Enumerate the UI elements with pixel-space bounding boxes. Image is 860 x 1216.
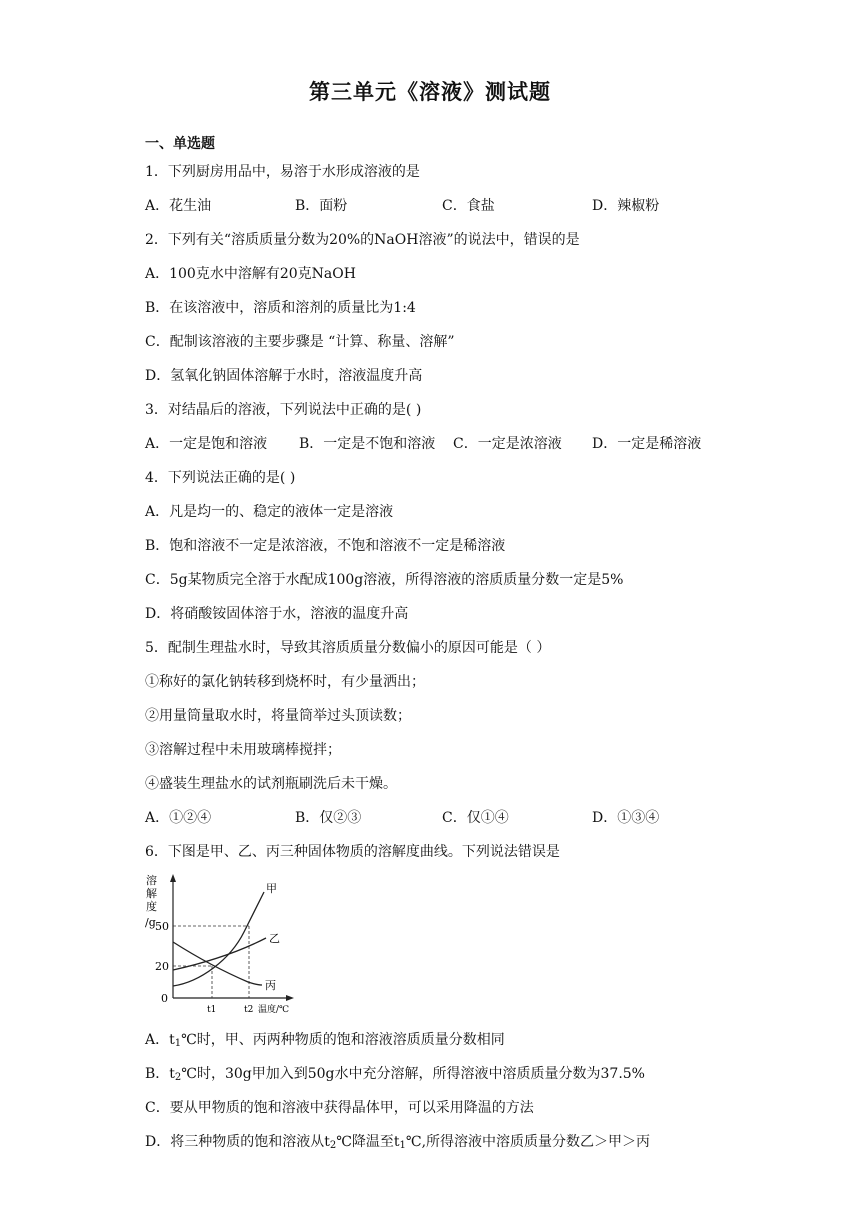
- y-label-1: 溶: [146, 874, 157, 887]
- series-label-yi: 乙: [269, 932, 280, 945]
- q6-option-b: [145, 1064, 645, 1084]
- q5-option-c: C．仅①④: [442, 810, 509, 826]
- q2-option-c: C．配制该溶液的主要步骤是 “计算、称量、溶解”: [145, 334, 455, 350]
- q6-option-d-sub: 2: [329, 1140, 337, 1151]
- y-tick-20: 20: [155, 960, 169, 973]
- q6-option-d-mid: ℃降温至t: [336, 1134, 400, 1150]
- x-axis-label: 温度/℃: [258, 1005, 290, 1015]
- q1-option-a: A．花生油: [145, 198, 212, 214]
- q5-options: [145, 808, 745, 828]
- section-heading: 一、单选题: [145, 136, 215, 152]
- q3-options: [145, 434, 745, 454]
- q5-item-4: ④盛装生理盐水的试剂瓶刷洗后未干燥。: [145, 776, 397, 792]
- q3-option-a: A．一定是饱和溶液: [145, 436, 268, 452]
- q6-option-a-rest: ℃时，甲、丙两种物质的饱和溶液溶质质量分数相同: [181, 1032, 505, 1048]
- q6-option-a-text: A．t: [145, 1032, 175, 1048]
- q6-option-b-text: B．t: [145, 1066, 175, 1082]
- y-axis-arrow: [170, 874, 176, 882]
- q1-options: [145, 196, 745, 216]
- q6-option-a-sub: 1: [174, 1038, 182, 1049]
- q1-option-c: C．食盐: [442, 198, 495, 214]
- q6-option-b-rest: ℃时，30g甲加入到50g水中充分溶解，所得溶液中溶质质量分数为37.5%: [181, 1066, 645, 1082]
- x-axis-arrow: [286, 995, 294, 1001]
- q5-item-2: ②用量筒量取水时，将量筒举过头顶读数；: [145, 708, 411, 724]
- q5-option-d: D．①③④: [592, 810, 660, 826]
- q1-option-b: B．面粉: [295, 198, 348, 214]
- q6-option-d-text: D．将三种物质的饱和溶液从t: [145, 1134, 330, 1150]
- y-label-4: /g: [145, 916, 156, 929]
- q2-option-d: D．氢氧化钠固体溶解于水时，溶液温度升高: [145, 368, 423, 384]
- y-label-3: 度: [146, 900, 157, 913]
- y-label-2: 解: [146, 887, 157, 900]
- q1-stem: 1．下列厨房用品中，易溶于水形成溶液的是: [145, 164, 420, 180]
- q3-option-c: C．一定是浓溶液: [453, 436, 562, 452]
- q5-item-3: ③溶解过程中未用玻璃棒搅拌；: [145, 742, 341, 758]
- q4-stem: 4．下列说法正确的是( ): [145, 470, 296, 486]
- q4-option-c: C．5g某物质完全溶于水配成100g溶液，所得溶液的溶质质量分数一定是5%: [145, 572, 624, 588]
- q3-option-b: B．一定是不饱和溶液: [299, 436, 436, 452]
- series-jia-curve: [173, 892, 264, 986]
- q2-option-a: A．100克水中溶解有20克NaOH: [145, 266, 356, 282]
- q3-option-d: D．一定是稀溶液: [592, 436, 702, 452]
- q6-option-d: [145, 1132, 650, 1152]
- x-tick-t2: t2: [244, 1005, 254, 1015]
- q6-stem: 6．下图是甲、乙、丙三种固体物质的溶解度曲线。下列说法错误是: [145, 844, 560, 860]
- q5-option-a: A．①②④: [145, 810, 212, 826]
- q6-option-c: C．要从甲物质的饱和溶液中获得晶体甲，可以采用降温的方法: [145, 1100, 534, 1116]
- q6-option-a: [145, 1030, 505, 1050]
- q4-option-b: B．饱和溶液不一定是浓溶液，不饱和溶液不一定是稀溶液: [145, 538, 506, 554]
- x-tick-t1: t1: [207, 1005, 217, 1015]
- y-tick-0: 0: [161, 992, 168, 1005]
- series-label-jia: 甲: [266, 882, 277, 895]
- q2-stem: 2．下列有关“溶质质量分数为20%的NaOH溶液”的说法中，错误的是: [145, 232, 580, 248]
- q2-option-b: B．在该溶液中，溶质和溶剂的质量比为1:4: [145, 300, 416, 316]
- q4-option-d: D．将硝酸铵固体溶于水，溶液的温度升高: [145, 606, 409, 622]
- q3-stem: 3．对结晶后的溶液，下列说法中正确的是( ): [145, 402, 422, 418]
- series-label-bing: 丙: [265, 979, 276, 992]
- page-title: 第三单元《溶液》测试题: [309, 80, 551, 104]
- q6-option-b-sub: 2: [174, 1072, 182, 1083]
- q4-option-a: A．凡是均一的、稳定的液体一定是溶液: [145, 504, 394, 520]
- series-yi-curve: [173, 938, 266, 970]
- q5-stem: 5．配制生理盐水时，导致其溶质质量分数偏小的原因可能是（ ）: [145, 640, 551, 656]
- q5-item-1: ①称好的氯化钠转移到烧杯时，有少量洒出；: [145, 674, 425, 690]
- y-tick-50: 50: [155, 920, 169, 933]
- q6-option-d-rest: ℃,所得溶液中溶质质量分数乙＞甲＞丙: [405, 1134, 651, 1150]
- solubility-chart: [140, 870, 300, 1020]
- q1-option-d: D．辣椒粉: [592, 198, 660, 214]
- q6-option-d-sub2: 1: [399, 1140, 406, 1151]
- q5-option-b: B．仅②③: [295, 810, 362, 826]
